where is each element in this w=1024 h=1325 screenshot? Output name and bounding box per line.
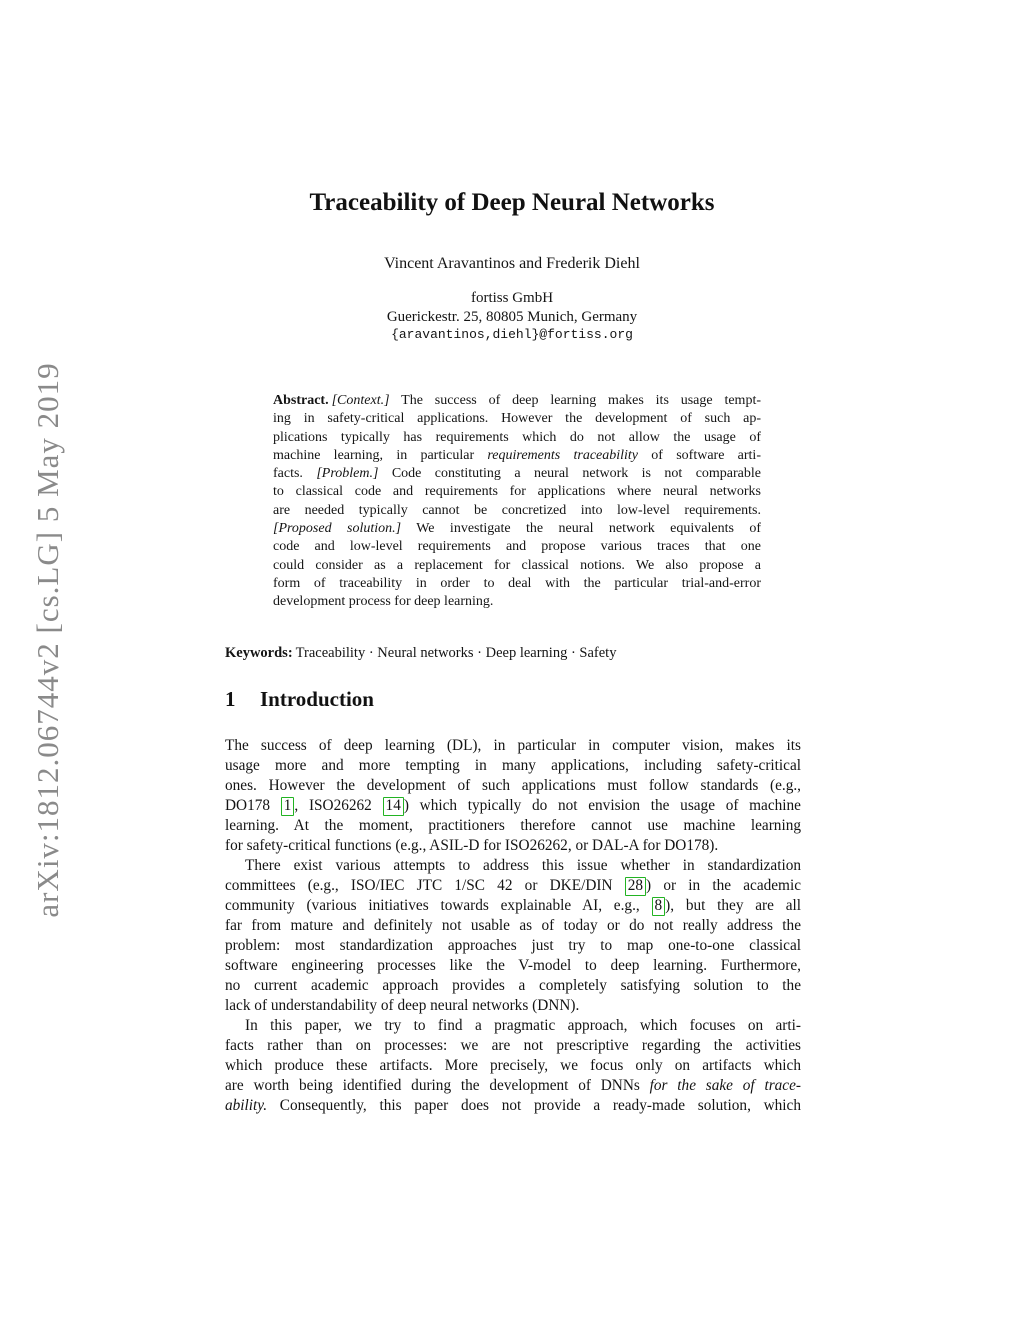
text-line: for safety-critical functions (e.g., ASIL-D for ISO26262, or DAL-A for DO178).: [225, 837, 719, 854]
text-line: facts. [Problem.] Code constituting a neural network is not comparable: [273, 466, 761, 482]
keywords-line: [225, 644, 803, 663]
text-line: to classical code and requirements for applications where neural networks: [273, 484, 761, 500]
text-line: no current academic approach provides a completely satisfying solution to the: [225, 977, 801, 994]
italic-text: [Problem.]: [316, 466, 379, 482]
text-line: lack of understandability of deep neural networks (DNN).: [225, 997, 580, 1014]
text-line: [Proposed solution.] We investigate the neural network equivalents of: [273, 521, 761, 537]
section-heading: [225, 687, 374, 712]
text-line: committees (e.g., ISO/IEC JTC 1/SC 42 or DKE/DIN 28 ) or in the academic: [225, 877, 801, 894]
text-line: which produce these artifacts. More precisely, we focus only on artifacts which: [225, 1057, 801, 1074]
text-line: are needed typically cannot be concretized into low-level requirements.: [273, 502, 761, 518]
text-line: usage more and more tempting in many applications, including safety-critical: [225, 757, 801, 774]
text-line: The success of deep learning (DL), in particular in computer vision, makes its: [225, 737, 801, 754]
citation-link[interactable]: 28: [625, 877, 646, 896]
text-line: software engineering processes like the V-model to deep learning. Furthermore,: [225, 957, 801, 974]
arxiv-watermark: arXiv:1812.06744v2 [cs.LG] 5 May 2019: [30, 362, 65, 918]
text-line: could consider as a replacement for classical notions. We also propose a: [273, 557, 761, 573]
citation-link[interactable]: 1: [281, 797, 295, 816]
italic-text: ability.: [225, 1097, 268, 1114]
italic-text: [Proposed solution.]: [273, 521, 402, 537]
bold-text: Abstract.: [273, 393, 329, 408]
text-line: ing in safety-critical applications. However the development of such ap-: [273, 411, 761, 427]
text-line: Abstract. [Context.] The success of deep learning makes its usage tempt-: [273, 393, 761, 408]
text-line: machine learning, in particular requirements traceability of software arti-: [273, 447, 761, 463]
text-line: There exist various attempts to address this issue whether in standardization: [245, 857, 801, 874]
bold-text: Keywords:: [225, 645, 293, 661]
text-line: ability. Consequently, this paper does not provide a ready-made solution, which: [225, 1097, 801, 1114]
affiliation-email: {aravantinos,diehl}@fortiss.org: [391, 327, 633, 342]
text-line: DO178 1 , ISO26262 14 ) which typically do not envision the usage of machine: [225, 797, 801, 814]
text-line: learning. At the moment, practitioners therefore cannot use machine learning: [225, 817, 801, 834]
affiliation-institute: fortiss GmbH: [470, 290, 554, 306]
abstract-block: [273, 392, 761, 612]
italic-text: for the sake of trace-: [649, 1077, 801, 1094]
authors-line: Vincent Aravantinos and Frederik Diehl: [384, 255, 640, 272]
text-line: ones. However the development of such applications must follow standards (e.g.,: [225, 777, 801, 794]
text-line: far from mature and definitely not usable as of today or do not really address the: [225, 917, 801, 934]
text-line: Keywords: Traceability · Neural networks · Deep learning · Safety: [225, 645, 617, 661]
text-line: problem: most standardization approaches just try to map one-to-one classical: [225, 937, 801, 954]
text-line: facts rather than on processes: we are not prescriptive regarding the activities: [225, 1037, 801, 1054]
section-number: 1: [225, 687, 236, 711]
text-line: In this paper, we try to find a pragmatic approach, which focuses on arti-: [245, 1017, 801, 1034]
text-line: plications typically has requirements which do not allow the usage of: [273, 429, 761, 445]
text-line: are worth being identified during the development of DNNs for the sake of trace-: [225, 1077, 801, 1094]
italic-text: requirements traceability: [487, 447, 639, 463]
section-title: Introduction: [260, 687, 374, 711]
paper-title: Traceability of Deep Neural Networks: [309, 189, 715, 216]
citation-link[interactable]: 8: [652, 897, 666, 916]
introduction-text: [225, 736, 801, 1116]
citation-link[interactable]: 14: [383, 797, 404, 816]
text-line: community (various initiatives towards explainable AI, e.g., 8 ), but they are all: [225, 897, 801, 914]
text-line: development process for deep learning.: [273, 594, 494, 610]
italic-text: [Context.]: [331, 393, 390, 408]
affiliation-address: Guerickestr. 25, 80805 Munich, Germany: [386, 309, 638, 325]
text-line: code and low-level requirements and propose various traces that one: [273, 539, 761, 555]
text-line: form of traceability in order to deal with the particular trial-and-error: [273, 575, 761, 591]
